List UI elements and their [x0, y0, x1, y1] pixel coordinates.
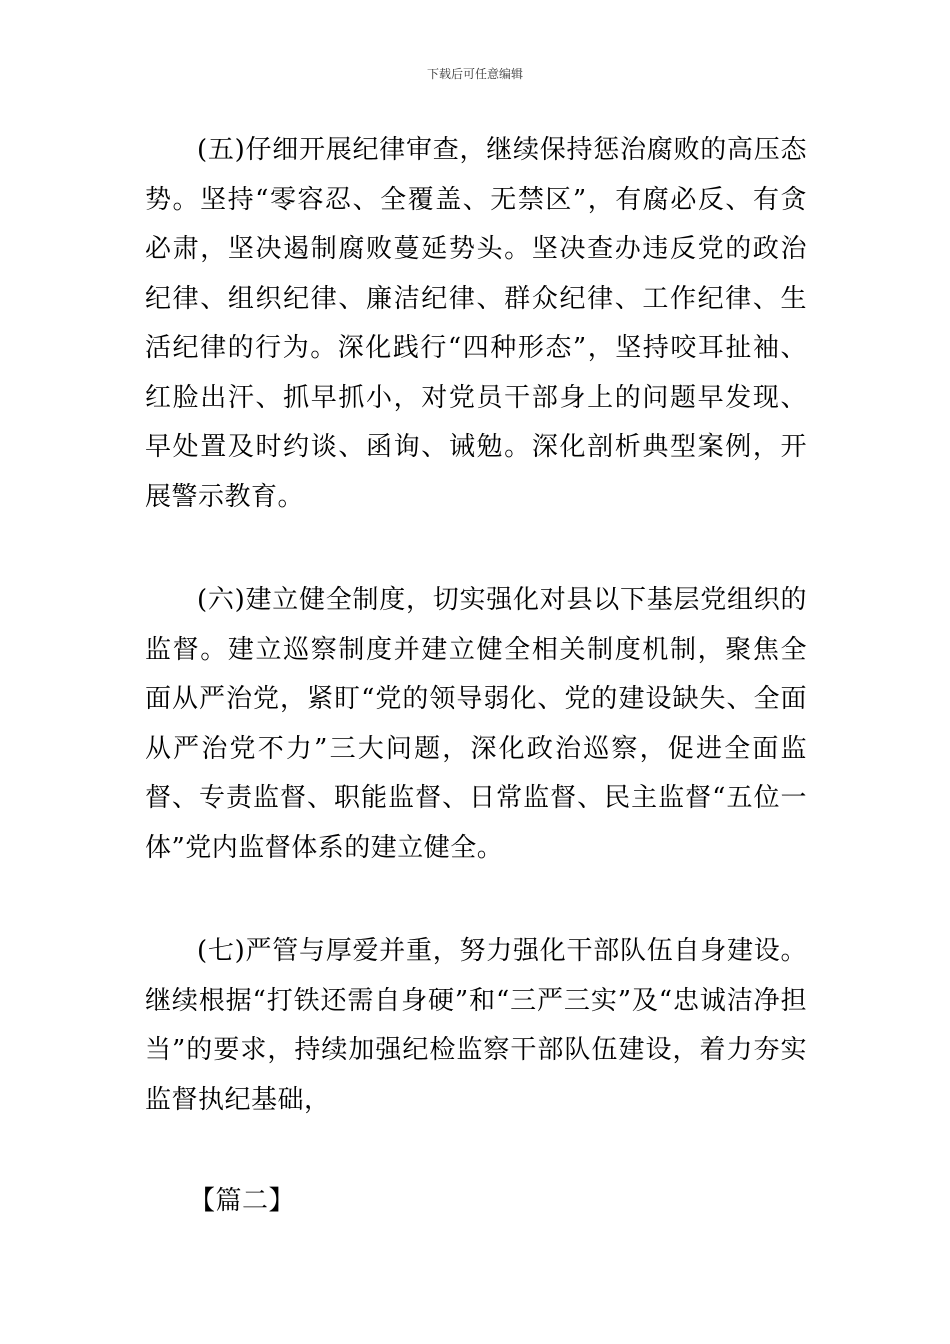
page-header: 下载后可任意编辑	[426, 67, 523, 81]
paragraph-seven: (七)严管与厚爱并重，努力强化干部队伍自身建设。继续根据“打铁还需自身硬”和“三严三实”及“忠诚洁净担当”的要求，持续加强纪检监察干部队伍建设，着力夯实监督执纪基础，	[145, 936, 807, 1115]
paragraph-five: (五)仔细开展纪律审查，继续保持惩治腐败的高压态势。坚持“零容忍、全覆盖、无禁区”，有腐必反、有贪必肃，坚决遏制腐败蔓延势头。坚决查办违反党的政治纪律、组织纪律、廉洁纪律、群众纪律、工作纪律、生活纪律的行为。深化践行“四种形态”，坚持咬耳扯袖、红脸出汗、抓早抓小，对党员干部身上的问题早发现、早处置及时约谈、函询、诫勉。深化剖析典型案例，开展警示教育。	[145, 135, 807, 512]
document-body	[145, 126, 807, 1227]
paragraph-six: (六)建立健全制度，切实强化对县以下基层党组织的监督。建立巡察制度并建立健全相关制度机制，聚焦全面从严治党，紧盯“党的领导弱化、党的建设缺失、全面从严治党不力”三大问题，深化政治巡察，促进全面监督、专责监督、职能监督、日常监督、民主监督“五位一体”党内监督体系的建立健全。	[145, 585, 807, 863]
section-heading: 【篇二】	[189, 1186, 296, 1216]
